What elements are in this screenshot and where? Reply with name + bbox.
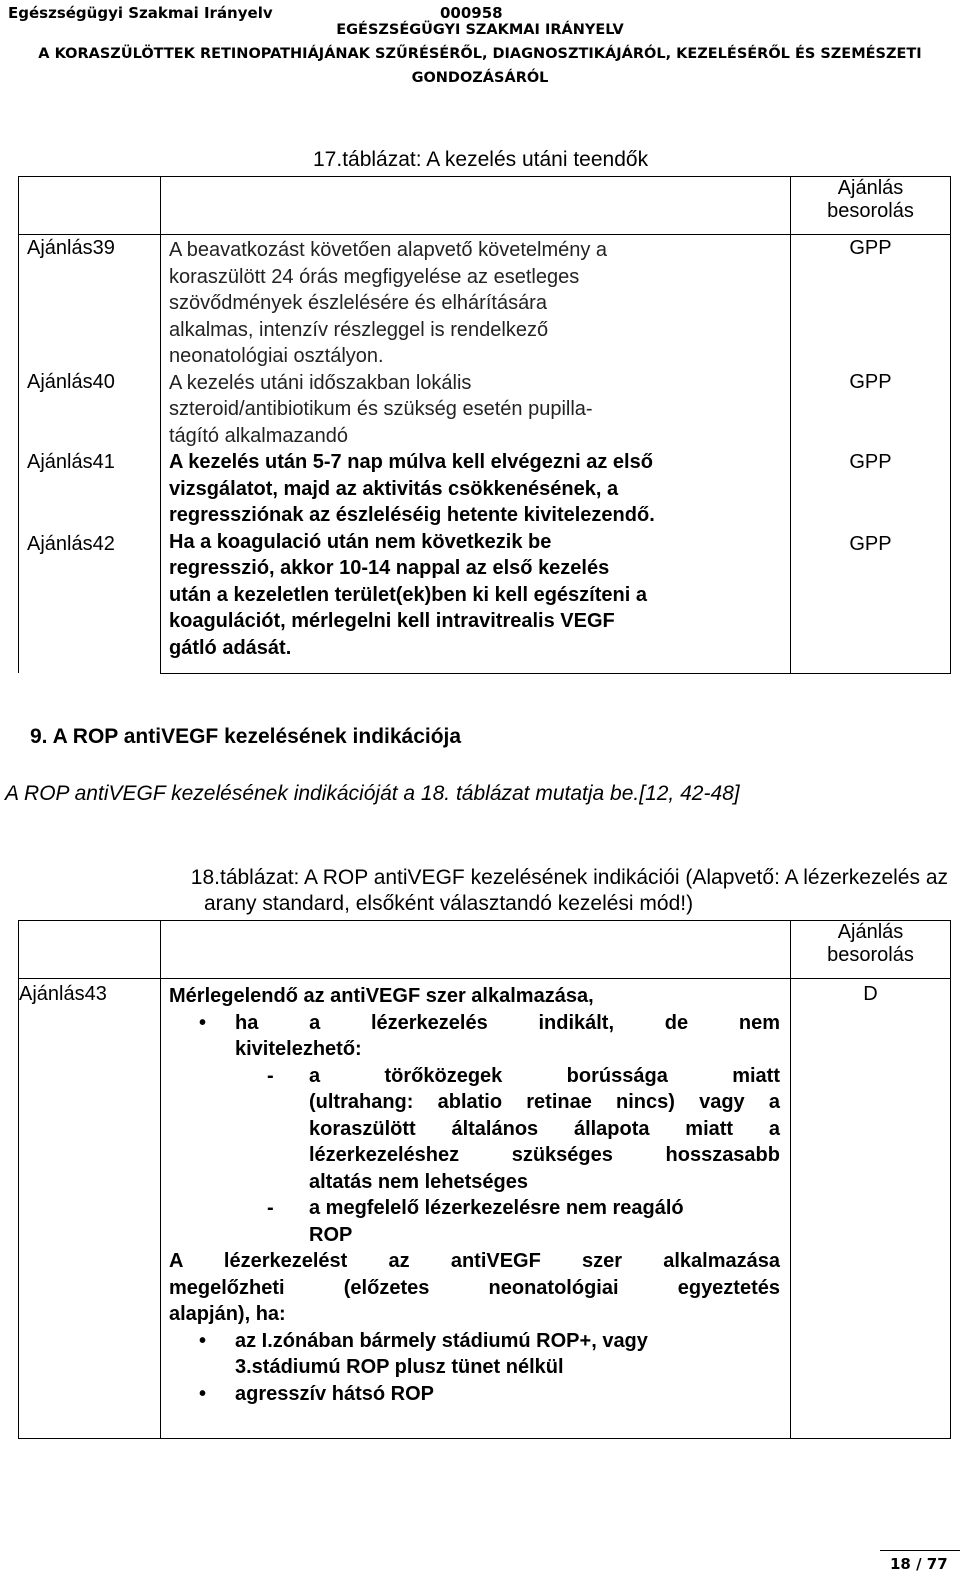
paragraph-line: megelőzheti (előzetes neonatológiai egyeztetés [169,1276,780,1299]
table18-caption-line1: 18.táblázat: A ROP antiVEGF kezelésének indikációi (Alapvető: A lézerkezelés az [190,866,948,889]
grade-value: GPP [849,533,892,555]
page-number: 18 / 77 [890,1555,948,1573]
grade-value: D [791,979,951,1439]
grade-value: GPP [849,451,892,473]
footer-divider [880,1550,960,1551]
list-item: • agresszív hátsó ROP [169,1381,780,1408]
recommendation-40-text: A kezelés utáni időszakban lokális szteroid/antibiotikum és szükség esetén pupilla- tágító alkalmazandó [169,371,593,447]
dash-icon: - [267,1064,274,1087]
header-title-line2: GONDOZÁSÁRÓL [411,70,549,86]
table17-grades [791,235,951,674]
list-item: • az I.zónában bármely stádiumú ROP+, vagy 3.stádiumú ROP plusz tünet nélkül [169,1328,780,1381]
paragraph-line: alapján), ha: [169,1303,286,1325]
table18-header-empty2 [161,921,791,979]
bullet-icon: • [199,1011,207,1034]
row-label: Ajánlás41 [27,451,115,473]
header-org-center: EGÉSZSÉGÜGYI SZAKMAI IRÁNYELV [336,22,624,38]
table18-grade-header: Ajánlás besorolás [791,921,951,979]
header-org: Egészségügyi Szakmai Irányelv [8,4,273,22]
table17-row-texts [161,235,791,674]
table17-grade-header: Ajánlás besorolás [791,177,951,235]
table17-header-empty1 [19,177,161,235]
table17-caption: 17.táblázat: A kezelés utáni teendők [313,148,649,171]
row-label: Ajánlás39 [27,237,115,259]
list-item: - a törőközegek borússága miatt (ultrahang: ablatio retinae nincs) vagy a koraszülött általános állapota miatt a lézerkezeléshez szükséges hosszasabb altatás nem lehetséges [169,1063,780,1196]
table17-header-empty2 [161,177,791,235]
recommendation-43-text [161,979,791,1439]
grade-value: GPP [849,371,892,393]
header-title-line1: A KORASZÜLÖTTEK RETINOPATHIÁJÁNAK SZŰRÉSÉRŐL, DIAGNOSZTIKÁJÁRÓL, KEZELÉSÉRŐL ÉS SZEMÉSZETI [38,46,922,62]
table17-row-labels [19,235,161,674]
row-label: Ajánlás40 [27,371,115,393]
header-doc-code: 000958 [440,4,503,22]
section-paragraph: A ROP antiVEGF kezelésének indikációját a 18. táblázat mutatja be.[12, 42-48] [5,782,740,805]
section-heading: 9. A ROP antiVEGF kezelésének indikációja [30,725,462,748]
table18-caption-line2: arany standard, elsőként választandó kezelési mód!) [204,892,694,915]
bullet-icon: • [199,1329,207,1352]
intro-text: Mérlegelendő az antiVEGF szer alkalmazása, [169,985,594,1007]
bullet-icon: • [199,1382,207,1405]
grade-value: GPP [849,237,892,259]
table18 [18,920,951,1439]
recommendation-39-text: A beavatkozást követően alapvető követelmény a koraszülött 24 órás megfigyelése az esetleges szövődmények észlelésére és elhárítására alkalmas, intenzív részleggel is rendelkező neonatológiai osztályon. [169,239,608,367]
list-item: - a megfelelő lézerkezelésre nem reagáló ROP [169,1195,780,1248]
dash-icon: - [267,1197,274,1219]
row-label: Ajánlás42 [27,533,115,555]
recommendation-42-text: Ha a koagulació után nem következik be regresszió, akkor 10-14 nappal az első kezelés után a kezeletlen terület(ek)ben ki kell egészíteni a koagulációt, mérlegelni kell intravitrealis VEGF gátló adását. [169,530,647,659]
page-header [0,2,960,24]
recommendation-41-text: A kezelés után 5-7 nap múlva kell elvégezni az első vizsgálatot, majd az aktivitás csökkenésének, a regressziónak az észleléséig hetente kivitelezendő. [169,451,655,526]
list-item: • ha a lézerkezelés indikált, de nem kivitelezhető: [169,1010,780,1063]
table17 [18,176,951,674]
row-label: Ajánlás43 [19,979,161,1439]
paragraph-line: A lézerkezelést az antiVEGF szer alkalmazása [169,1250,780,1272]
table18-header-empty1 [19,921,161,979]
